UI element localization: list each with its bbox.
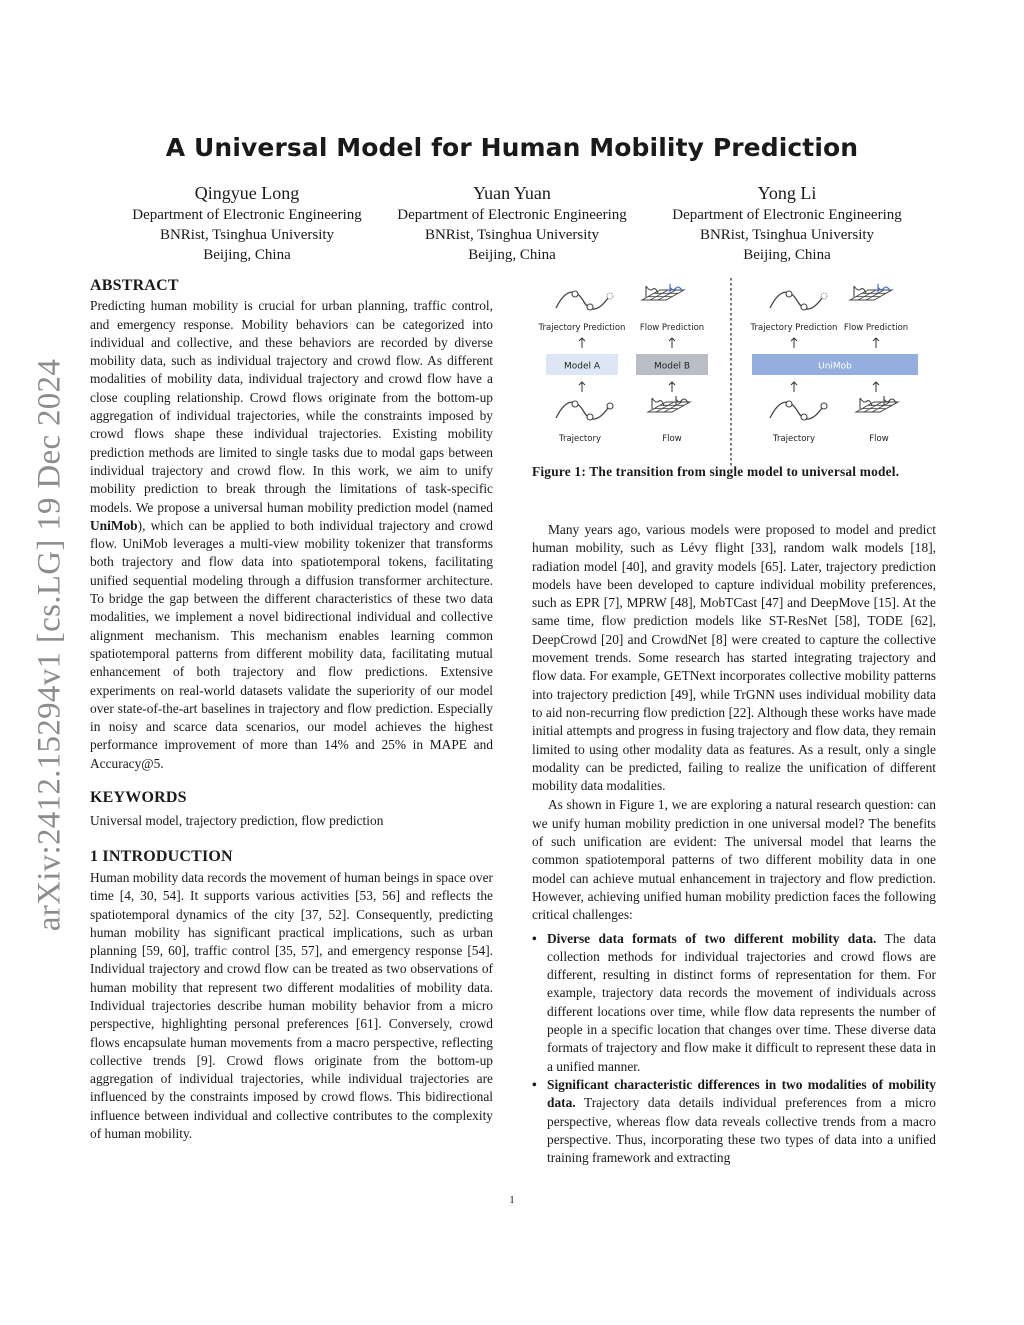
paper-title: A Universal Model for Human Mobility Prediction [165,133,859,162]
list-item: • Diverse data formats of two different mobility data. The data collection methods for individual trajectories and crowd flows are different, resulting in distinct forms of representation for them. For example, trajectory data records the movement of individuals across different locations over time, while flow data represents the number of people in a specific location that changes over time. These diverse data formats of trajectory and flow make it difficult to represent these data in a unified manner. [532,930,936,1076]
abstract-heading: ABSTRACT [90,277,179,294]
author-name: Qingyue Long [194,183,300,203]
unimob-label: UniMob [818,361,852,372]
label-flow: Flow [869,434,889,444]
trajectory-icon [556,401,613,420]
arrow-up-icon [791,382,797,392]
keywords-text: Universal model, trajectory prediction, flow prediction [90,813,384,829]
author-name: Yong Li [757,183,817,203]
author-dept: Department of Electronic Engineering [132,207,362,223]
figure-caption: Figure 1: The transition from single model to universal model. [532,464,900,479]
arrow-up-icon [791,338,797,348]
arrow-up-icon [669,382,675,392]
author-2 [372,182,652,265]
intro-paragraph-2: Many years ago, various models were proposed to model and predict human mobility, such as Lévy flight [33], random walk models [18], radiation model [40], and gravity models [65]. Later, trajectory prediction models have been developed to capture individual mobility preferences, such as EPR [7], MPRW [48], MobTCast [47] and DeepMove [15]. At the same time, flow prediction models like ST-ResNet [58], TODE [62], DeepCrowd [20] and CrowdNet [8] were created to capture the collective movement trends. Some research has started integrating trajectory and flow data. For example, GETNext incorporates collective mobility patterns into trajectory prediction [49], while TrGNN uses individual mobility data to aid non-recurring flow prediction [22]. Although these works have made initial attempts and progress in fusing trajectory and flow data, they remain limited to using other modality data as features. As a result, only a single modality can be predicted, failing to realize the unification of different mobility data modalities. [532,522,936,794]
arrow-up-icon [579,382,585,392]
label-trajectory-prediction: Trajectory Prediction [750,323,838,333]
label-flow: Flow [662,434,682,444]
author-name: Yuan Yuan [473,183,551,203]
author-3 [647,182,927,265]
author-dept: Department of Electronic Engineering [672,207,902,223]
challenge-list [532,930,936,1168]
flow-icon [850,284,892,300]
right-column [532,521,936,1167]
arrow-up-icon [873,382,879,392]
label-trajectory: Trajectory [559,434,601,444]
flow-icon [642,284,684,300]
label-trajectory-prediction: Trajectory Prediction [538,323,626,333]
author-org: BNRist, Tsinghua University [159,227,335,243]
arrow-up-icon [873,338,879,348]
arrow-up-icon [669,338,675,348]
author-loc: Beijing, China [468,247,556,263]
flow-icon [856,396,898,412]
author-dept: Department of Electronic Engineering [397,207,627,223]
unimob-emphasis: UniMob [90,517,138,533]
intro-heading: 1 INTRODUCTION [90,847,233,865]
intro-paragraph-1: Human mobility data records the movement of human beings in space over time [4, 30, 54]. It supports various activities [53, 56] and reflects the spatiotemporal dynamics of the city [37, 52]. Consequently, predicting human mobility has significant practical implications, such as urban planning [59, 60], traffic control [35, 57], and emergency response [54]. Individual trajectory and crowd flow can be treated as two observations of human mobility that represent two different modalities of mobility data. Individual trajectories describe human mobility behavior from a micro perspective, highlighting personal preferences [61]. Conversely, crowd flows encapsulate human movements from a macro perspective, reflecting collective trends [9]. Crowd flows originate from the bottom-up aggregation of individual trajectories, while individual trajectories are influenced by the constraints imposed by crowd flows. This bidirectional influence between individual and collective contributes to the complexity of human mobility. [90,869,493,1142]
model-a-label: Model A [563,361,601,372]
label-trajectory: Trajectory [773,434,815,444]
page-number: 1 [509,1194,515,1206]
author-org: BNRist, Tsinghua University [699,227,875,243]
author-1 [107,182,387,265]
trajectory-icon [556,291,613,310]
label-flow-prediction: Flow Prediction [843,323,909,333]
model-b-label: Model B [653,361,691,372]
author-loc: Beijing, China [203,247,291,263]
arxiv-identifier[interactable]: arXiv:2412.15294v1 [cs.LG] 19 Dec 2024 [31,358,68,932]
author-loc: Beijing, China [743,247,831,263]
figure-1 [532,276,936,468]
author-org: BNRist, Tsinghua University [424,227,600,243]
abstract-text: Predicting human mobility is crucial for urban planning, traffic control, and emergency response. Mobility behaviors can be categorized into individual and collective, and these behaviors are recorded by diverse mobility data, such as individual trajectory and crowd flow. As different modalities of mobility data, individual trajectory and crowd flow have a close coupling relationship. Crowd flows originate from the bottom-up aggregation of individual trajectories, while the constraints imposed by crowd flows shape these individual trajectories. Existing mobility prediction methods are limited to single tasks due to modal gaps between individual trajectory and crowd flow. In this work, we aim to unify mobility prediction to break through the limitations of task-specific models. We propose a universal human mobility prediction model (named UniMob), which can be applied to both individual trajectory and crowd flow. UniMob leverages a multi-view mobility tokenizer that transforms both trajectory and flow data into spatiotemporal tokens, facilitating unified sequential modeling through a diffusion transformer architecture. To bridge the gap between the different characteristics of these two data modalities, we implement a novel bidirectional individual and collective alignment mechanism. This mechanism enables learning common spatiotemporal patterns from different mobility data, facilitating mutual enhancement of both trajectory and flow predictions. Extensive experiments on real-world datasets validate the superiority of our model over state-of-the-art baselines in trajectory and flow prediction. Especially in noisy and scarce data scenarios, our model achieves the highest performance improvement of more than 14% and 25% in MAPE and Accuracy@5. [90,298,493,771]
list-item: • Significant characteristic differences in two modalities of mobility data. Trajectory data details individual preferences from a micro perspective, whereas flow data reveals collective trends from a macro perspective. Thus, incorporating these two types of data into a unified training framework and extracting [532,1076,936,1167]
flow-icon [648,396,690,412]
keywords-heading: KEYWORDS [90,789,187,807]
arrow-up-icon [579,338,585,348]
label-flow-prediction: Flow Prediction [639,323,705,333]
trajectory-icon [770,291,827,310]
left-column [90,277,493,1143]
intro-paragraph-3: As shown in Figure 1, we are exploring a natural research question: can we unify human mobility prediction in one universal model? The benefits of such unification are evident: The universal model that learns the common spatiotemporal patterns of two different mobility data in one model can achieve mutual enhancement in trajectory and flow prediction. However, achieving unified human mobility prediction faces the following critical challenges: [532,797,936,923]
trajectory-icon [770,401,827,420]
